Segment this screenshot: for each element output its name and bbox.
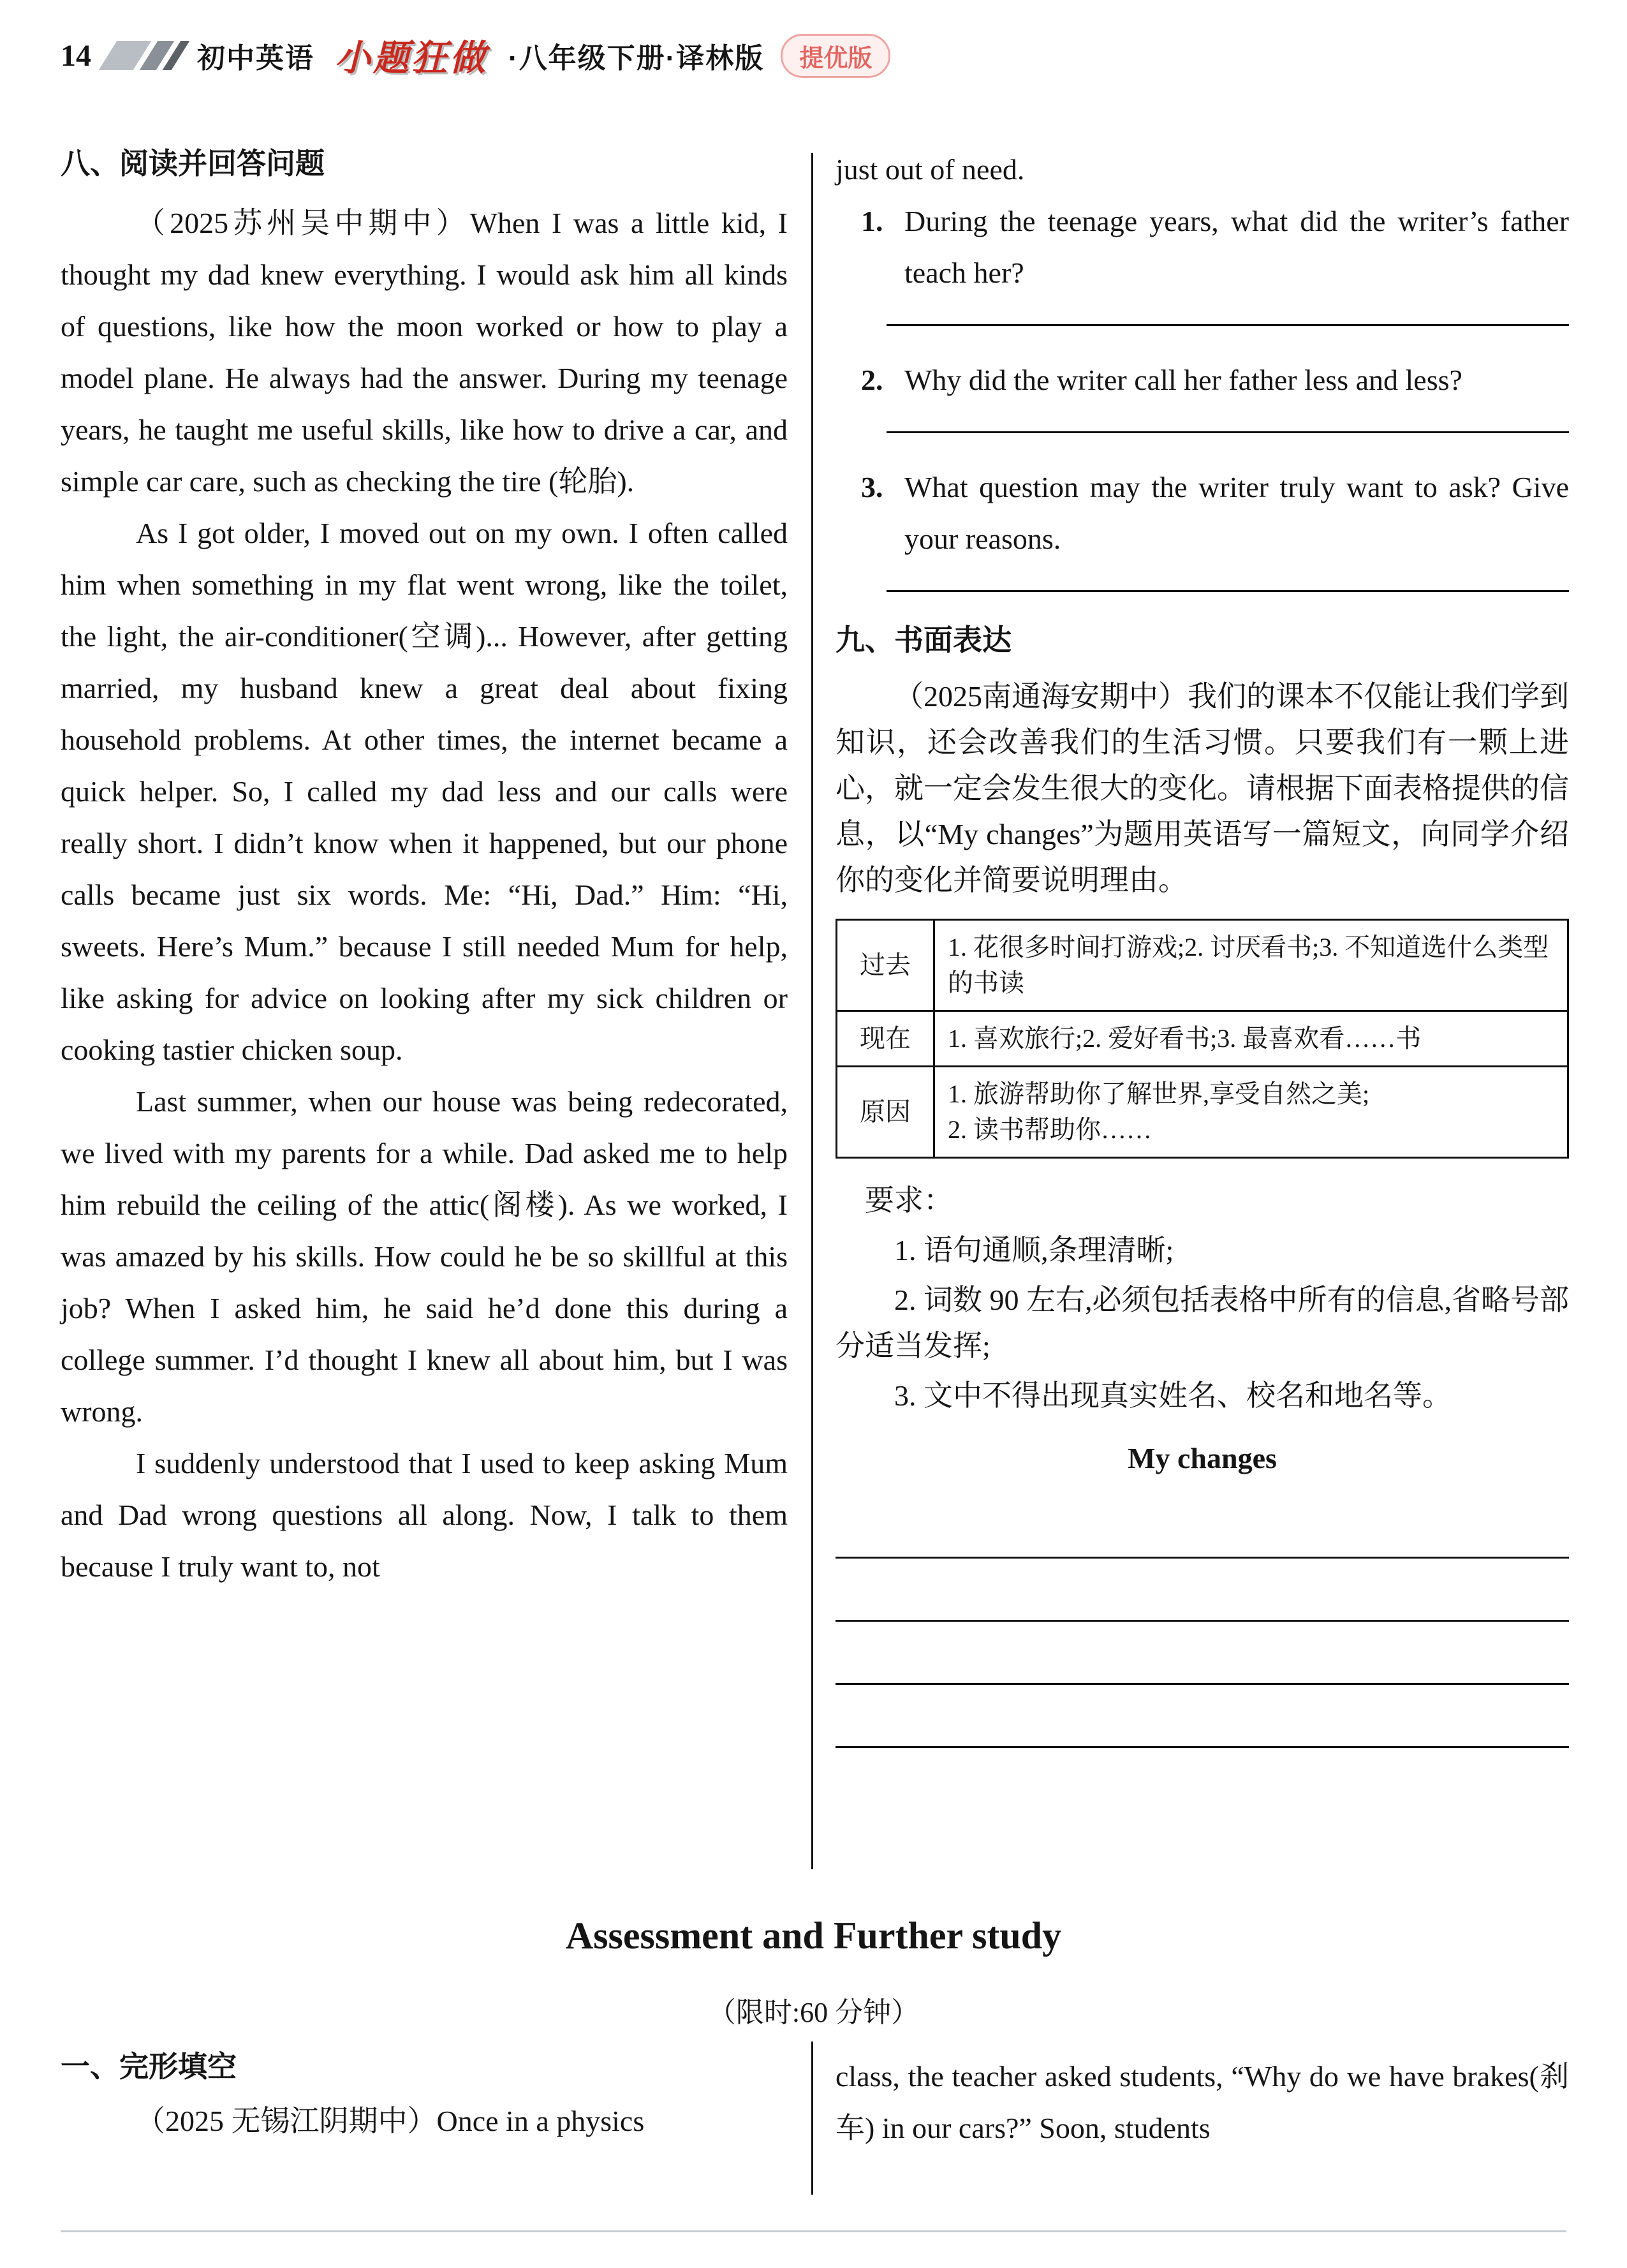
- reading-paragraph: Last summer, when our house was being redecorated, we lived with my parents for a while. Dad asked me to help him rebuild the ceiling of the attic(阁楼). As we worked, I was amazed by his skills. How could he be so skillful at this job? When I asked him, he said he’d done this during a college summer. I’d thought I knew all about him, but I was wrong.: [61, 1085, 788, 1428]
- writing-blank-line: [836, 1622, 1569, 1685]
- question-item: [861, 461, 1569, 565]
- table-content-line: 1. 旅游帮助你了解世界,享受自然之美;: [948, 1079, 1370, 1108]
- writing-intro: （2025南通海安期中）我们的课本不仅能让我们学到知识，还会改善我们的生活习惯。只要我们有一颗上进心，就一定会发生很大的变化。请根据下面表格提供的信息，以“My changes”为题用英语写一篇短文，向同学介绍你的变化并简要说明理由。: [836, 680, 1569, 896]
- requirements-label: 要求：: [865, 1184, 953, 1217]
- page-header: [61, 31, 1566, 80]
- answer-blank-line: [887, 590, 1569, 592]
- brand-logo: 小题狂做: [335, 38, 488, 78]
- table-row-label: 过去: [837, 921, 935, 1010]
- table-content-line: 2. 读书帮助你……: [948, 1115, 1152, 1144]
- essay-writing-area: [836, 1495, 1569, 1748]
- reading-paragraph: I suddenly understood that I used to keep asking Mum and Dad wrong questions all along. Now, I talk to them because I truly want to, not: [61, 1447, 788, 1583]
- writing-blank-line: [836, 1495, 1569, 1559]
- cloze-text-left: （2025 无锡江阴期中）Once in a physics: [136, 2105, 645, 2137]
- left-column: [61, 144, 788, 1592]
- bottom-left-column: [61, 2047, 788, 2147]
- time-limit: （限时:60 分钟）: [707, 1997, 920, 2028]
- question-number: 2.: [861, 364, 883, 396]
- requirement-item: 3. 文中不得出现真实姓名、校名和地名等。: [894, 1379, 1452, 1412]
- question-text: During the teenage years, what did the writer’s father teach her?: [904, 205, 1569, 289]
- column-divider: [811, 2042, 813, 2195]
- section-heading-cloze: 一、完形填空: [61, 2050, 237, 2083]
- question-text: What question may the writer truly want to ask? Give your reasons.: [904, 471, 1569, 555]
- writing-blank-line: [836, 1685, 1569, 1748]
- writing-blank-line: [836, 1559, 1569, 1622]
- table-row-content: 1. 花很多时间打游戏;2. 讨厌看书;3. 不知道选什么类型的书读: [948, 933, 1549, 997]
- question-text: Why did the writer call her father less and less?: [904, 364, 1462, 396]
- column-divider: [811, 153, 813, 1869]
- header-stripes-decoration: [108, 41, 180, 70]
- requirement-item: 1. 语句通顺,条理清晰;: [894, 1234, 1174, 1266]
- table-row: [837, 1065, 1567, 1157]
- question-item: [861, 354, 1569, 406]
- table-row-label: 原因: [837, 1067, 935, 1157]
- table-row-content: [935, 1067, 1567, 1157]
- question-number: 3.: [861, 471, 883, 503]
- cloze-text-right: class, the teacher asked students, “Why do we have brakes(刹车) in our cars?” Soon, students: [836, 2060, 1569, 2144]
- series-title-suffix: ·八年级下册·译林版: [508, 43, 765, 74]
- section-heading-writing: 九、书面表达: [836, 623, 1012, 656]
- answer-blank-line: [887, 324, 1569, 326]
- bottom-right-column: [836, 2050, 1569, 2154]
- reading-paragraph: As I got older, I moved out on my own. I often called him when something in my flat went wrong, like the toilet, the light, the air-conditioner(空调)... However, after getting married, my husband knew a great deal about fixing household problems. At other times, the internet became a quick helper. So, I called my dad less and our calls were really short. I didn’t know when it happened, but our phone calls became just six words. Me: “Hi, Dad.” Him: “Hi, sweets. Here’s Mum.” because I still needed Mum for help, like asking for advice on looking after my sick children or cooking tastier chicken soup.: [61, 517, 788, 1066]
- table-row: [837, 1010, 1567, 1065]
- series-title-prefix: 初中英语: [197, 43, 314, 74]
- requirement-item: 2. 词数 90 左右,必须包括表格中所有的信息,省略号部分适当发挥;: [836, 1284, 1569, 1362]
- essay-title: My changes: [1128, 1442, 1277, 1474]
- page-number: 14: [61, 38, 91, 73]
- reading-continuation: just out of need.: [836, 153, 1025, 186]
- table-row-content: 1. 喜欢旅行;2. 爱好看书;3. 最喜欢看……书: [948, 1024, 1422, 1053]
- table-row-label: 现在: [837, 1012, 935, 1065]
- reading-paragraph: （2025苏州吴中期中）When I was a little kid, I thought my dad knew everything. I would ask him all kinds of questions, like how the moon worked or how to play a model plane. He always had the answer. During my teenage years, he taught me useful skills, like how to drive a car, and simple car care, such as checking the tire (轮胎).: [61, 207, 788, 498]
- question-item: [861, 195, 1569, 299]
- table-row: [837, 921, 1567, 1010]
- changes-table: [836, 919, 1569, 1159]
- question-number: 1.: [861, 205, 883, 237]
- section-heading-reading: 八、阅读并回答问题: [61, 147, 325, 180]
- right-column: [836, 144, 1569, 1748]
- footer-rule: [61, 2230, 1566, 2232]
- assessment-title: Assessment and Further study: [565, 1915, 1062, 1957]
- answer-blank-line: [887, 431, 1569, 433]
- edition-badge: 提优版: [781, 34, 890, 78]
